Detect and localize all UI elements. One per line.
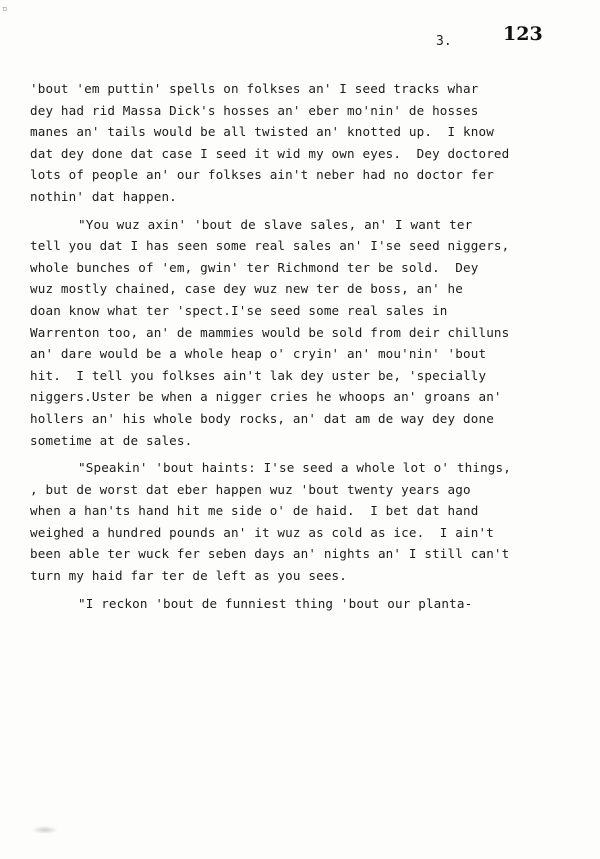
text-line: wuz mostly chained, case dey wuz new ter de boss, an' he — [30, 281, 463, 297]
text-line: lots of people an' our folkses ain't neber had no doctor fer — [30, 167, 494, 183]
paragraph — [30, 214, 590, 452]
text-line: hollers an' his whole body rocks, an' dat am de way dey done — [30, 410, 494, 426]
text-line: niggers.Uster be when a nigger cries he whoops an' groans an' — [30, 389, 502, 405]
text-line: hit. I tell you folkses ain't lak dey uster be, 'specially — [30, 367, 487, 383]
text-line: "Speakin' 'bout haints: I'se seed a whole lot o' things, — [78, 460, 511, 476]
text-line: dey had rid Massa Dick's hosses an' eber mo'nin' de hosses — [30, 102, 479, 118]
text-line: turn my haid far ter de left as you sees. — [30, 568, 348, 584]
text-line: Warrenton too, an' de mammies would be sold from deir chilluns — [30, 324, 510, 340]
document-body — [30, 78, 590, 614]
text-line: when a han'ts hand hit me side o' de haid. I bet dat hand — [30, 503, 479, 519]
sheet-number: 3. — [436, 34, 452, 49]
paragraph — [30, 593, 590, 615]
text-line: sometime at de sales. — [30, 432, 193, 448]
text-line: nothin' dat happen. — [30, 188, 177, 204]
scan-smudge-mark — [32, 826, 58, 834]
page-number: 123 — [503, 23, 543, 45]
text-line: weighed a hundred pounds an' it wuz as cold as ice. I ain't — [30, 524, 494, 540]
text-line: an' dare would be a whole heap o' cryin' an' mou'nin' 'bout — [30, 346, 487, 362]
text-line: doan know what ter 'spect.I'se seed some real sales in — [30, 302, 448, 318]
text-line: tell you dat I has seen some real sales an' I'se seed niggers, — [30, 238, 510, 254]
text-line: manes an' tails would be all twisted an' knotted up. I know — [30, 124, 494, 140]
text-line: "I reckon 'bout de funniest thing 'bout our planta- — [78, 595, 473, 611]
text-line: "You wuz axin' 'bout de slave sales, an' I want ter — [78, 216, 473, 232]
text-line: dat dey done dat case I seed it wid my own eyes. Dey doctored — [30, 145, 510, 161]
paragraph — [30, 457, 590, 587]
scan-corner-mark: ▫ — [2, 4, 8, 14]
text-line: , but de worst dat eber happen wuz 'bout twenty years ago — [30, 481, 471, 497]
text-line: 'bout 'em puttin' spells on folkses an' I seed tracks whar — [30, 81, 479, 96]
text-line: been able ter wuck fer seben days an' nights an' I still can't — [30, 546, 510, 562]
text-line: whole bunches of 'em, gwin' ter Richmond ter be sold. Dey — [30, 259, 479, 275]
paragraph — [30, 78, 590, 208]
